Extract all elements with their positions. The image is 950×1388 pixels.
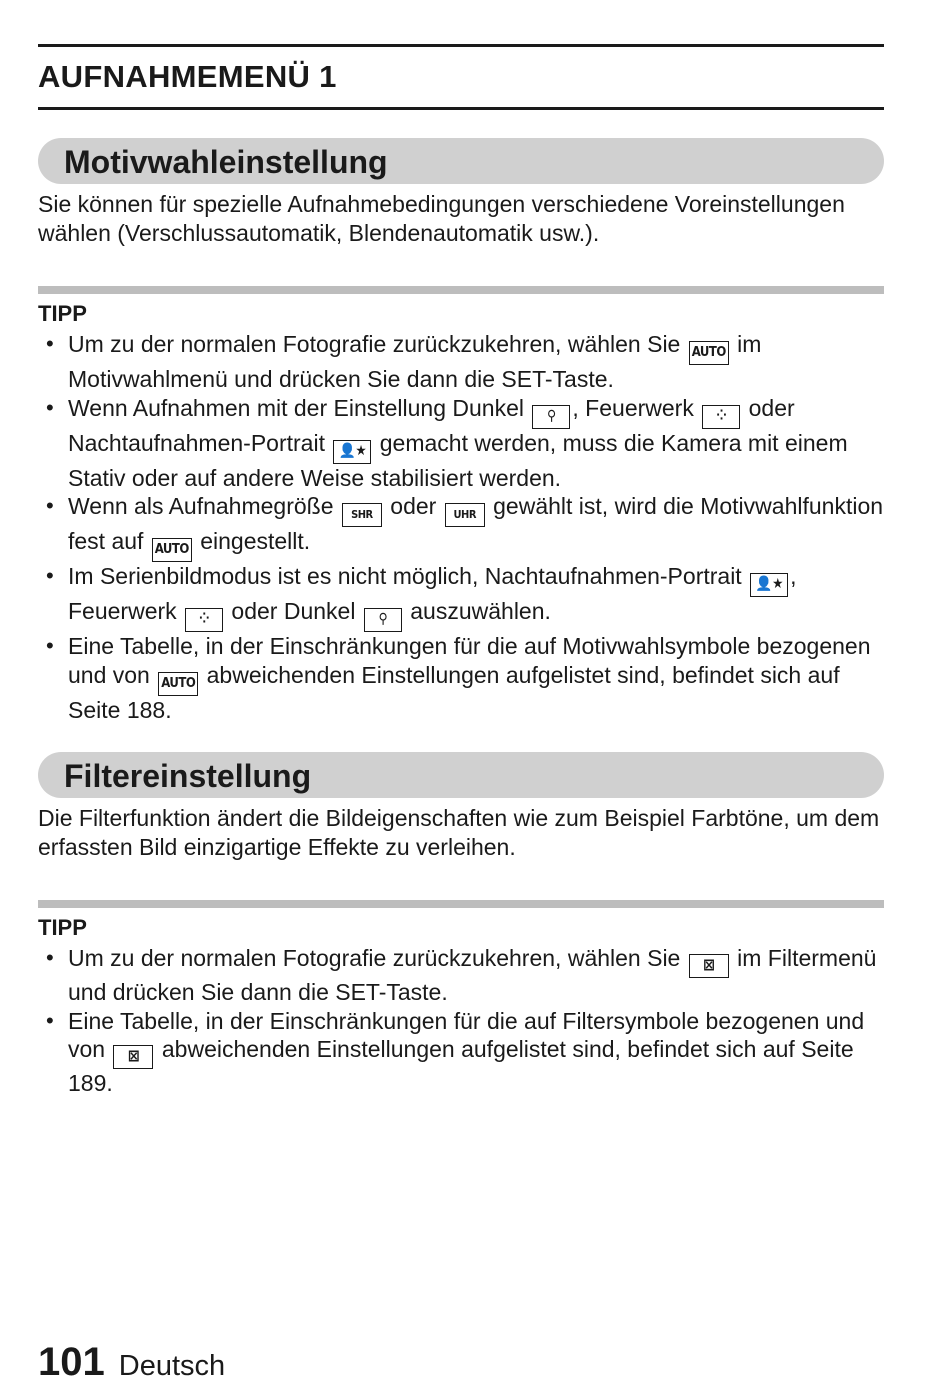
shr-size-icon: SHR	[342, 503, 382, 527]
auto-mode-icon: AUTO	[158, 672, 198, 696]
tip-divider	[38, 286, 884, 294]
tip-text: gewählt ist, wird die Motivwahlfunktion fest auf	[68, 493, 884, 554]
auto-mode-icon: AUTO	[689, 341, 729, 365]
tip-text: Um zu der normalen Fotografie zurückzukehren, wählen Sie	[68, 331, 687, 357]
page-number: 101	[38, 1340, 105, 1384]
chapter-rule	[38, 107, 884, 110]
page-footer	[38, 1340, 225, 1388]
tip-text: Wenn als Aufnahmegröße	[68, 493, 340, 519]
tip-text: , Feuerwerk	[68, 563, 797, 624]
top-rule	[38, 44, 884, 47]
chapter-title: AUFNAHMEMENÜ 1	[38, 59, 337, 94]
night-portrait-icon: 👤★	[333, 440, 371, 464]
tip-text: im Motivwahlmenü und drücken Sie dann die SET-Taste.	[68, 331, 762, 392]
language-label: Deutsch	[118, 1350, 226, 1382]
tip-text: abweichenden Einstellungen aufgelistet sind, befindet sich auf Seite 188.	[68, 661, 840, 723]
tip-text: oder Dunkel	[225, 598, 362, 624]
section-intro: Die Filterfunktion ändert die Bildeigenschaften wie zum Beispiel Farbtöne, um dem erfassten Bild einzigartige Effekte zu verleihen.	[38, 805, 880, 860]
uhr-size-icon: UHR	[445, 503, 485, 527]
tip-text: gemacht werden, muss die Kamera mit einem Stativ oder auf andere Weise stabilisiert werden.	[68, 429, 848, 491]
manual-page	[38, 44, 884, 1098]
tip-list	[38, 330, 884, 724]
tip-list	[38, 944, 884, 1098]
tip-text: Um zu der normalen Fotografie zurückzukehren, wählen Sie	[68, 945, 687, 971]
section-title: Filtereinstellung	[64, 757, 312, 794]
list-item	[38, 1007, 884, 1098]
dark-scene-icon: ⚲	[532, 405, 570, 429]
list-item	[38, 492, 884, 562]
fireworks-icon: ⁘	[702, 405, 740, 429]
tip-text: im Filtermenü und drücken Sie dann die SET-Taste.	[68, 945, 877, 1005]
section-heading-motivwahl	[38, 138, 884, 184]
tip-text: abweichenden Einstellungen aufgelistet sind, befindet sich auf Seite 189.	[68, 1036, 854, 1096]
filter-off-icon: ⊠	[689, 954, 729, 978]
dark-scene-icon: ⚲	[364, 608, 402, 632]
section-intro: Sie können für spezielle Aufnahmebedingungen verschiedene Voreinstellungen wählen (Verschlussautomatik, Blendenautomatik usw.).	[38, 191, 845, 246]
night-portrait-icon: 👤★	[750, 573, 788, 597]
list-item	[38, 632, 884, 724]
tip-text: Eine Tabelle, in der Einschränkungen für die auf Filtersymbole bezogenen und von	[68, 1007, 865, 1062]
tip-text: eingestellt.	[193, 528, 311, 554]
tip-divider	[38, 900, 884, 908]
tip-text: auszuwählen.	[403, 598, 551, 624]
tip-text: Im Serienbildmodus ist es nicht möglich, Nachtaufnahmen-Portrait	[68, 563, 749, 589]
list-item	[38, 944, 884, 1007]
list-item	[38, 562, 884, 632]
list-item	[38, 394, 884, 493]
tip-text: oder	[383, 493, 443, 519]
fireworks-icon: ⁘	[185, 608, 223, 632]
tip-heading: TIPP	[38, 915, 87, 940]
section-title: Motivwahleinstellung	[64, 143, 388, 180]
list-item	[38, 330, 884, 394]
auto-mode-icon: AUTO	[152, 538, 192, 562]
section-heading-filter	[38, 752, 884, 798]
tip-text: Wenn Aufnahmen mit der Einstellung Dunkel	[68, 394, 531, 421]
tip-text: , Feuerwerk	[572, 394, 701, 421]
tip-heading: TIPP	[38, 301, 87, 326]
filter-off-icon: ⊠	[113, 1045, 153, 1069]
tip-text: Eine Tabelle, in der Einschränkungen für die auf Motivwahlsymbole bezogenen und von	[68, 633, 871, 688]
tip-text: oder Nachtaufnahmen-Portrait	[68, 394, 795, 456]
